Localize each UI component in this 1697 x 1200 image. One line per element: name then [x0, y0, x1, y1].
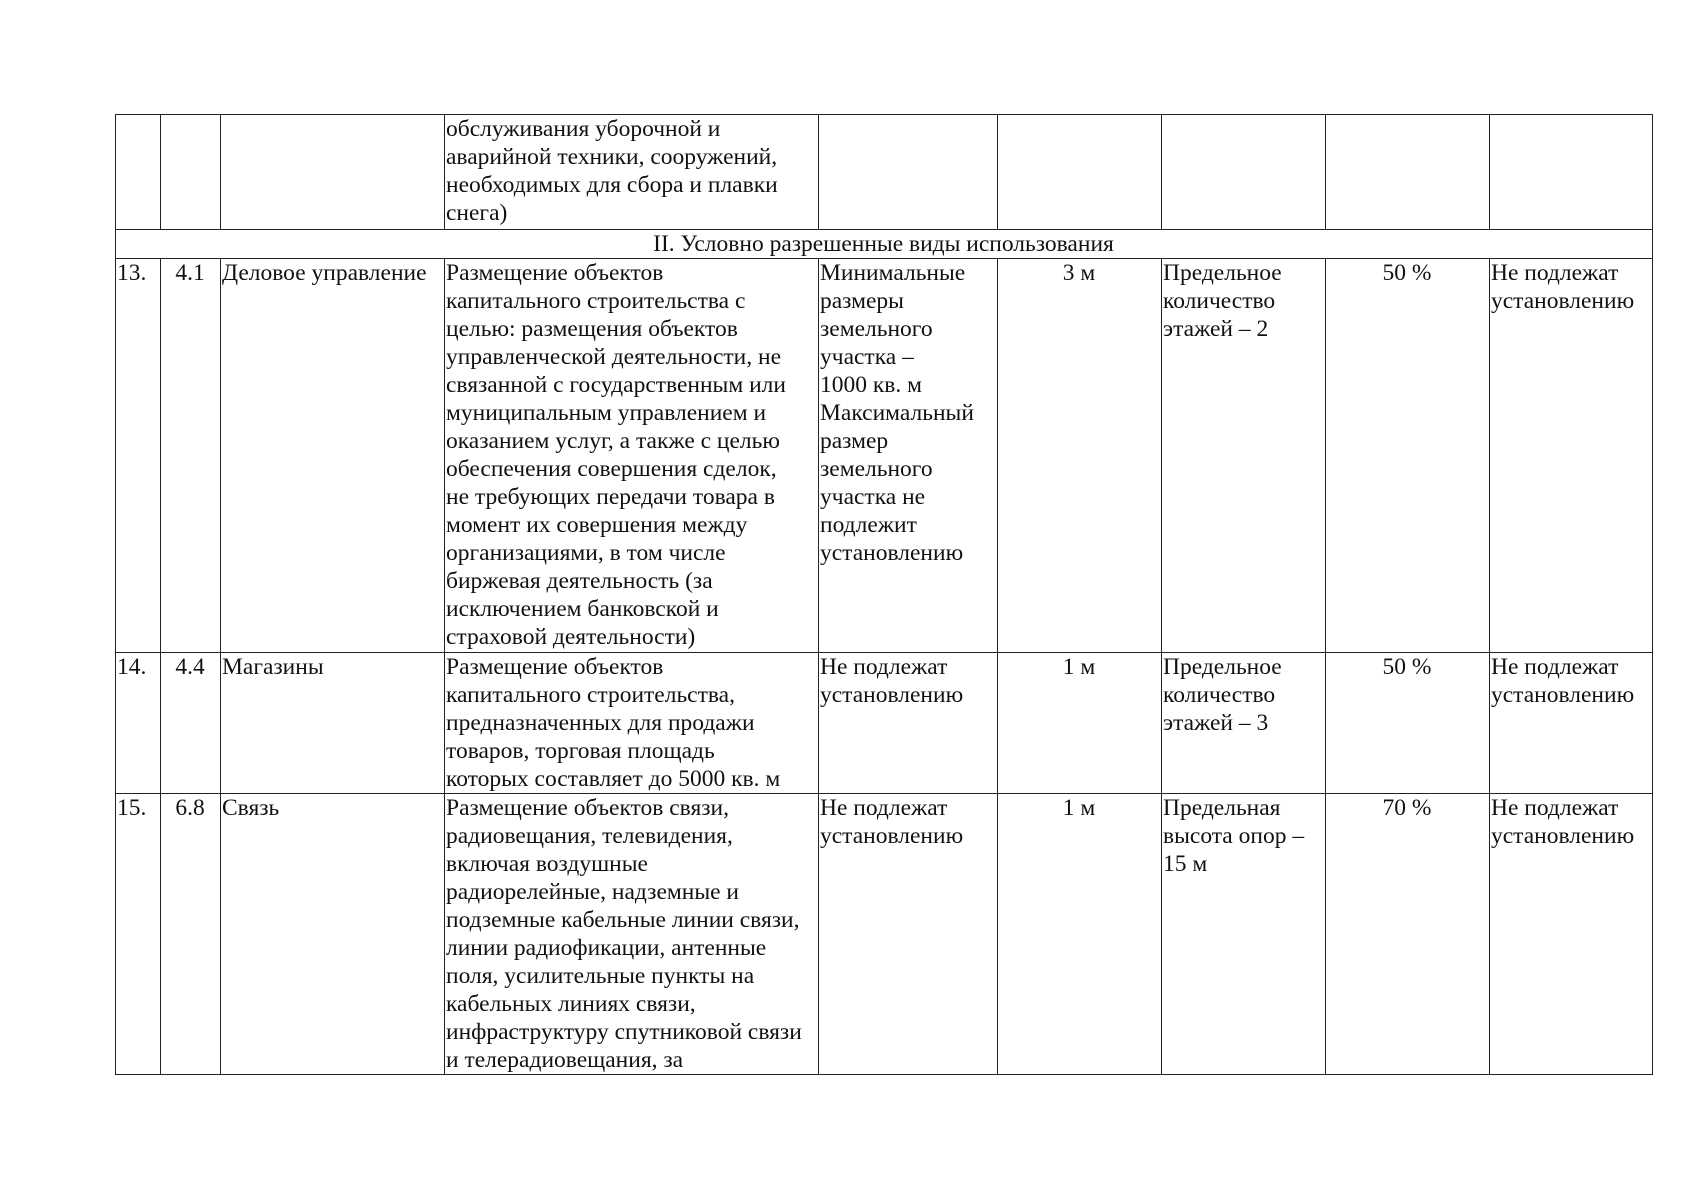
- row-floors: Предельное количество этажей – 3: [1162, 653, 1326, 794]
- row-number: 13.: [116, 259, 161, 653]
- row-name: Деловое управление: [221, 259, 445, 653]
- cell-description: обслуживания уборочной и аварийной техники, сооружений, необходимых для сбора и плавки снега): [445, 115, 819, 230]
- cell-coverage: [1326, 115, 1490, 230]
- cell-num: [116, 115, 161, 230]
- row-setback: 1 м: [998, 794, 1162, 1075]
- row-floors: Предельная высота опор – 15 м: [1162, 794, 1326, 1075]
- cell-plot-size: [819, 115, 998, 230]
- row-code: 6.8: [161, 794, 221, 1075]
- row-code: 4.4: [161, 653, 221, 794]
- row-other: Не подлежат установлению: [1490, 259, 1653, 653]
- row-description: Размещение объектов капитального строительства с целью: размещения объектов управленческой деятельности, не связанной с государственным или муниципальным управлением и оказанием услуг, а также с целью обеспечения совершения сделок, не требующих передачи товара в момент их совершения между организациями, в том числе биржевая деятельность (за исключением банковской и страховой деятельности): [445, 259, 819, 653]
- row-coverage: 50 %: [1326, 653, 1490, 794]
- row-setback: 1 м: [998, 653, 1162, 794]
- row-number: 14.: [116, 653, 161, 794]
- section-title: II. Условно разрешенные виды использования: [116, 230, 1653, 259]
- row-plot-size: Не подлежат установлению: [819, 794, 998, 1075]
- row-other: Не подлежат установлению: [1490, 653, 1653, 794]
- table-row: [116, 794, 1653, 1075]
- row-name: Магазины: [221, 653, 445, 794]
- row-floors: Предельное количество этажей – 2: [1162, 259, 1326, 653]
- table-row: [116, 259, 1653, 653]
- row-name: Связь: [221, 794, 445, 1075]
- cell-code: [161, 115, 221, 230]
- cell-setback: [998, 115, 1162, 230]
- row-number: 15.: [116, 794, 161, 1075]
- row-description: Размещение объектов капитального строительства, предназначенных для продажи товаров, торговая площадь которых составляет до 5000 кв. м: [445, 653, 819, 794]
- row-coverage: 70 %: [1326, 794, 1490, 1075]
- row-other: Не подлежат установлению: [1490, 794, 1653, 1075]
- cell-name: [221, 115, 445, 230]
- row-plot-size: Не подлежат установлению: [819, 653, 998, 794]
- row-plot-size: Минимальные размеры земельного участка – 1000 кв. м Максимальный размер земельного участка не подлежит установлению: [819, 259, 998, 653]
- section-header-row: [116, 230, 1653, 259]
- row-setback: 3 м: [998, 259, 1162, 653]
- row-coverage: 50 %: [1326, 259, 1490, 653]
- row-code: 4.1: [161, 259, 221, 653]
- cell-other: [1490, 115, 1653, 230]
- row-description: Размещение объектов связи, радиовещания, телевидения, включая воздушные радиорелейные, надземные и подземные кабельные линии связи, линии радиофикации, антенные поля, усилительные пункты на кабельных линиях связи, инфраструктуру спутниковой связи и телерадиовещания, за: [445, 794, 819, 1075]
- land-use-table: [115, 114, 1653, 1075]
- cell-floors: [1162, 115, 1326, 230]
- table-row-continuation: [116, 115, 1653, 230]
- table-row: [116, 653, 1653, 794]
